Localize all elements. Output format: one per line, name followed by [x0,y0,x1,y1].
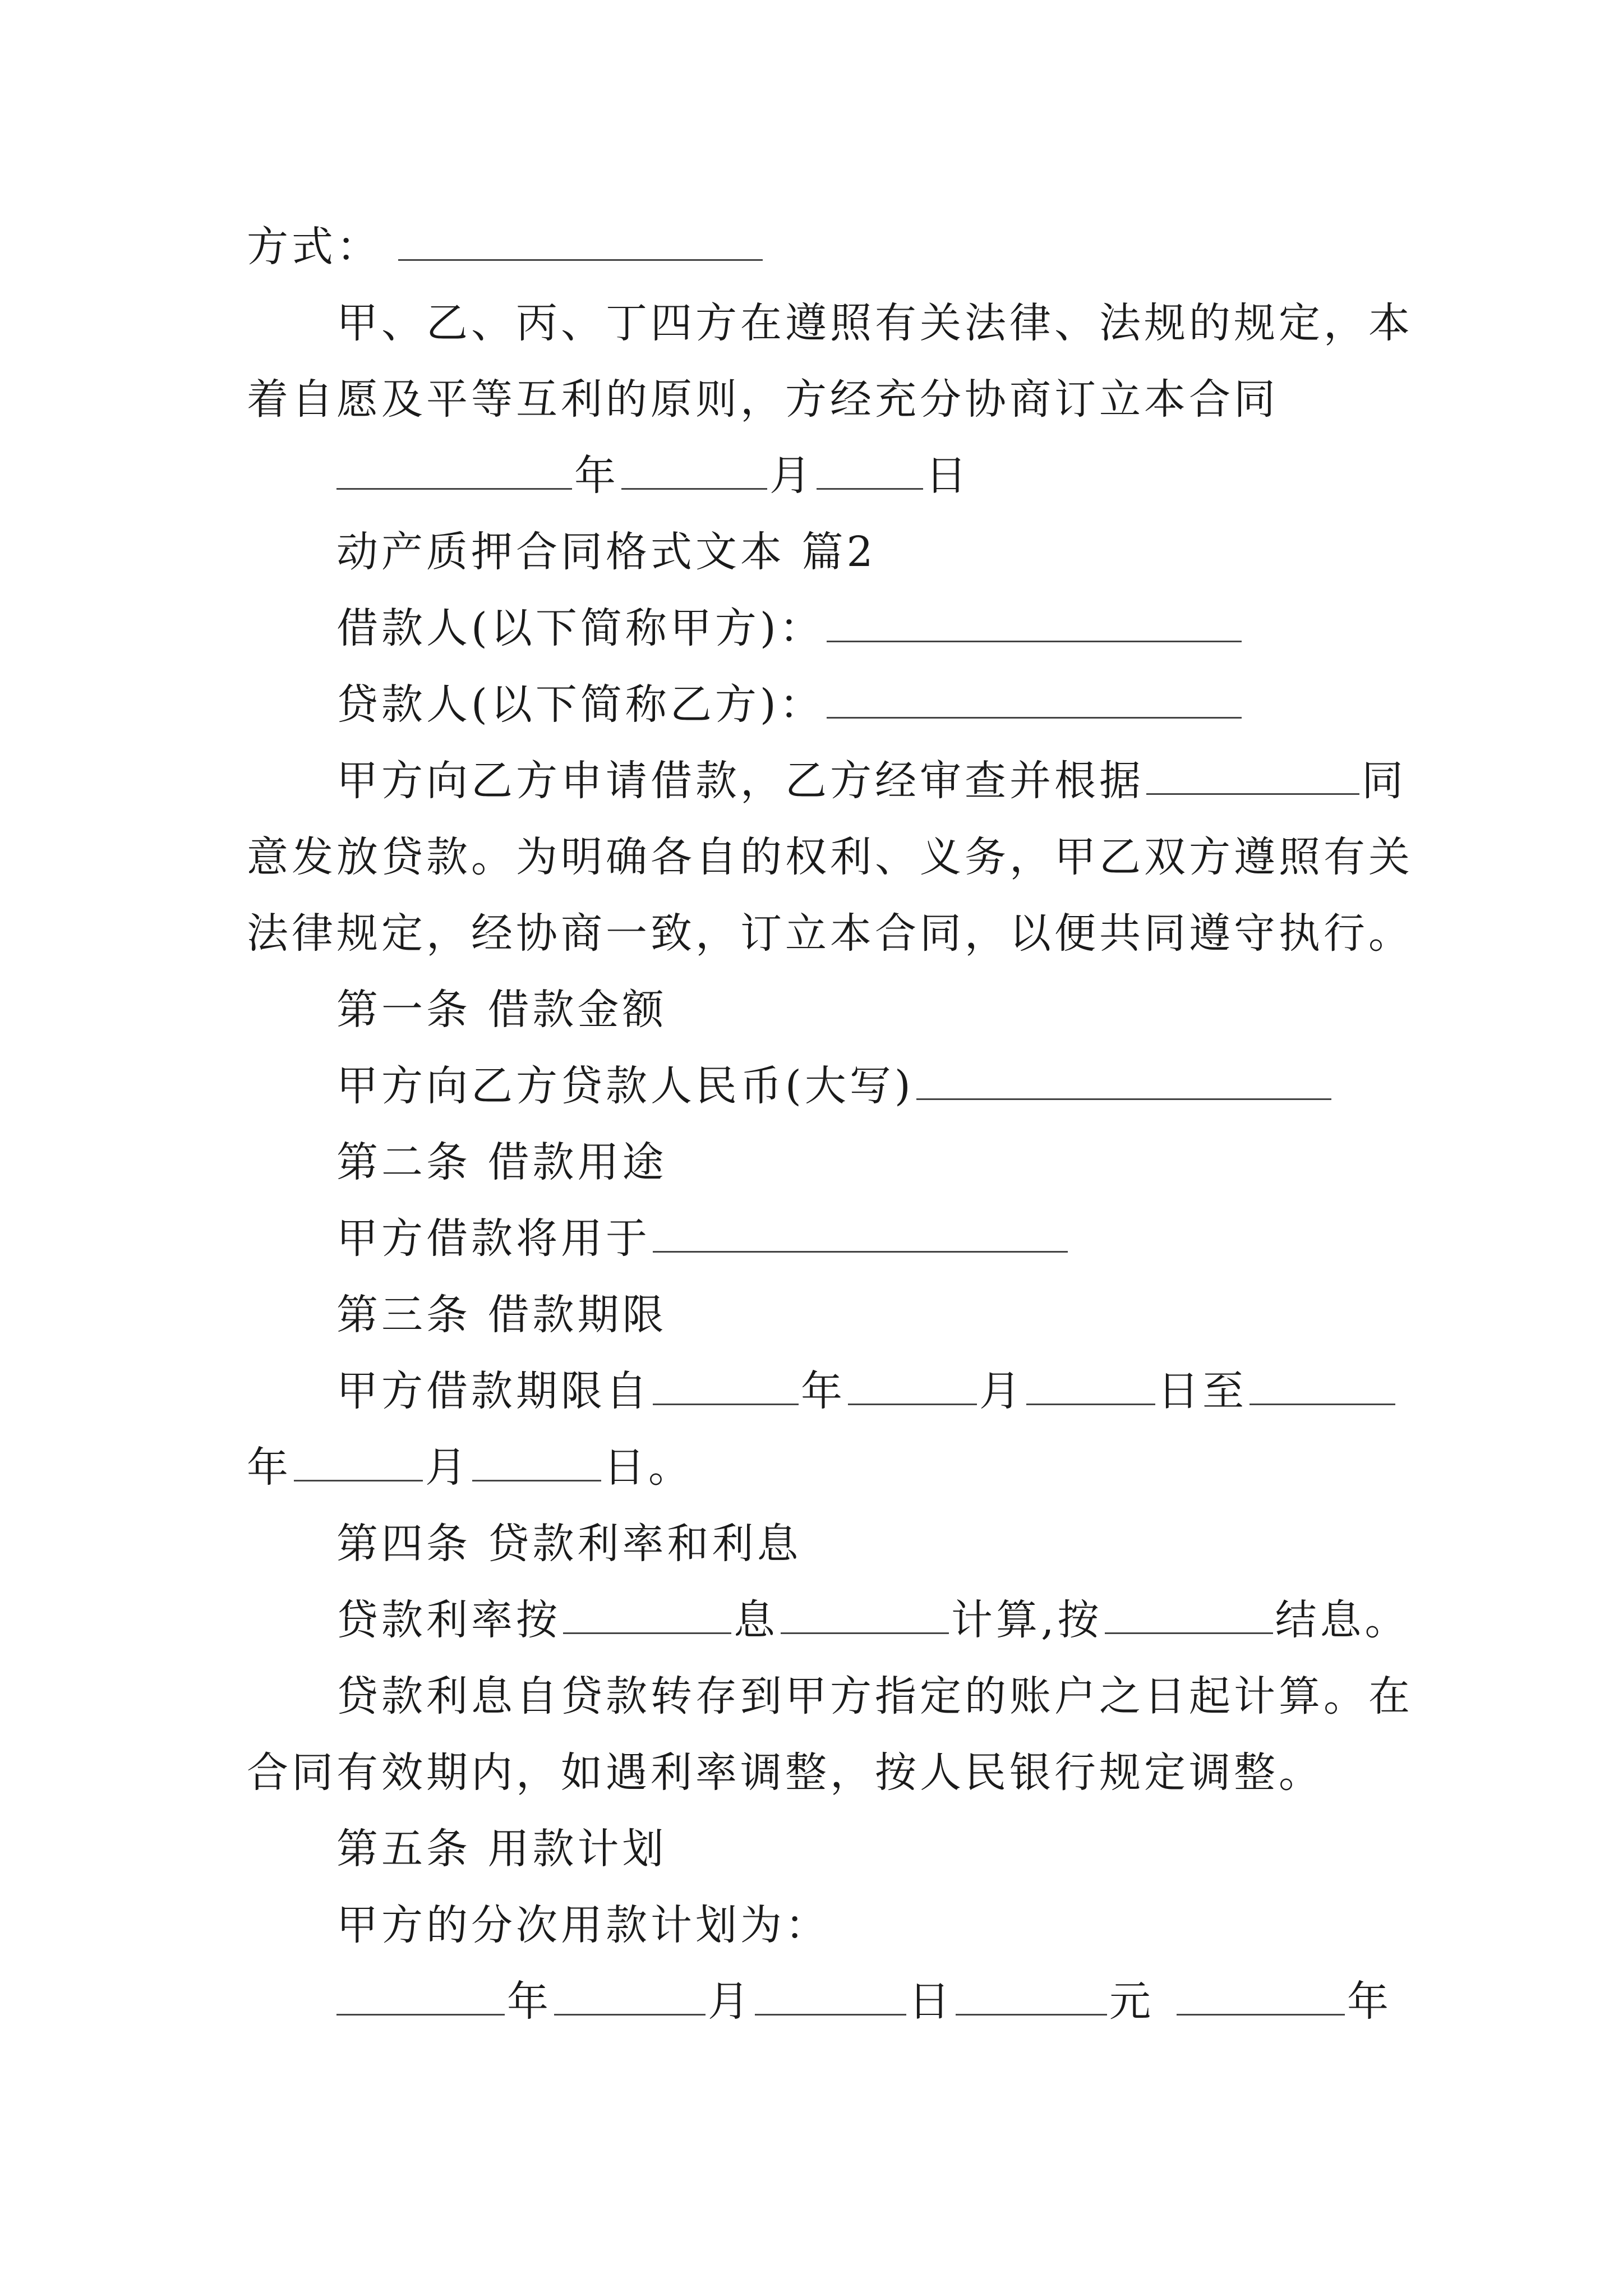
paragraph-text: 着自愿及平等互利的原则，方经充分协商订立本合同 [247,375,1279,424]
borrower-line [336,601,1244,655]
start-year-blank [653,1370,799,1405]
paragraph-line [247,1746,1324,1800]
month-blank [621,454,767,490]
year-label: 年 [247,1443,292,1492]
rate-blank [563,1599,731,1634]
year-label: 年 [507,1977,552,2026]
method-line [247,220,765,274]
paragraph-line [247,830,1413,884]
end-day-blank [472,1446,601,1481]
end-year-blank [1249,1370,1395,1405]
purpose-blank [653,1217,1068,1253]
paragraph-text: 意发放贷款。为明确各自的权利、义务，甲乙双方遵照有关 [247,833,1413,881]
plan-month-blank [554,1980,706,2016]
interest-text: 结息。 [1275,1596,1410,1644]
settle-blank [1105,1599,1273,1634]
article-heading [336,1822,667,1876]
year-label: 年 [574,452,619,500]
day-to-label: 日至 [1158,1367,1247,1415]
paragraph-text: 甲方向乙方申请借款，乙方经审查并根据 [336,757,1144,805]
article-heading-text: 第四条 贷款利率和利息 [336,1520,802,1568]
plan-amount-blank [956,1980,1107,2016]
paragraph-text: 合同有效期内，如遇利率调整，按人民银行规定调整。 [247,1749,1324,1797]
plan-day-blank [755,1980,906,2016]
day-blank [817,454,923,490]
paragraph-line [336,754,1407,808]
paragraph-text: 贷款利息自贷款转存到甲方指定的账户之日起计算。在 [336,1672,1413,1720]
paragraph-text: 同 [1362,757,1407,805]
term-line-continued [247,1441,693,1494]
article-heading [336,1517,802,1571]
term-label: 甲方借款期限自 [336,1367,651,1415]
start-day-blank [1026,1370,1155,1405]
amount-blank [916,1065,1331,1100]
borrower-blank [827,607,1242,642]
date-line [336,449,970,503]
day-label: 日。 [603,1443,693,1492]
interest-line [336,1593,1410,1647]
calc-blank [781,1599,949,1634]
basis-blank [1146,760,1359,795]
day-label: 日 [909,1977,953,2026]
paragraph-line [247,907,1413,960]
month-label: 月 [425,1443,470,1492]
year-blank [336,454,572,490]
paragraph-text: 甲、乙、丙、丁四方在遵照有关法律、法规的规定，本 [336,299,1413,347]
amount-line [336,1059,1334,1113]
paragraph-line [336,296,1413,350]
day-label: 日 [925,452,970,500]
month-label: 月 [708,1977,753,2026]
amount-label: 甲方向乙方贷款人民币(大写) [336,1062,914,1110]
method-label: 方式： [247,223,381,271]
purpose-line [336,1212,1070,1266]
purpose-label: 甲方借款将用于 [336,1214,651,1263]
term-line [336,1364,1398,1418]
year-label: 年 [1347,1977,1392,2026]
article-heading-text: 第一条 借款金额 [336,986,667,1034]
article-heading [336,983,667,1037]
plan-year-blank [336,1980,505,2016]
article-heading-text: 第二条 借款用途 [336,1138,667,1186]
end-month-blank [294,1446,423,1481]
article-heading [336,1288,667,1342]
method-blank [398,226,763,261]
article-heading-text: 第五条 用款计划 [336,1825,667,1873]
month-label: 月 [979,1367,1024,1415]
interest-label: 贷款利率按 [336,1596,561,1644]
article-heading-text: 第三条 借款期限 [336,1291,667,1339]
article-heading [336,1135,667,1189]
lender-blank [827,683,1242,719]
yuan-label: 元 [1109,1977,1154,2026]
interest-text: 息 [734,1596,778,1644]
paragraph-line [336,1669,1413,1723]
year-label: 年 [801,1367,846,1415]
paragraph-line [247,372,1279,426]
month-label: 月 [769,452,814,500]
lender-label: 贷款人(以下简称乙方)： [336,680,824,729]
paragraph-line [336,1898,830,1952]
borrower-label: 借款人(以下简称甲方)： [336,604,824,652]
start-month-blank [848,1370,977,1405]
paragraph-text: 法律规定，经协商一致，订立本合同，以便共同遵守执行。 [247,909,1413,958]
section-title-text: 动产质押合同格式文本 篇2 [336,528,877,576]
section-title [336,525,877,579]
interest-text: 计算,按 [951,1596,1103,1644]
paragraph-text: 甲方的分次用款计划为： [336,1901,830,1949]
plan-year2-blank [1177,1980,1345,2016]
plan-line [336,1975,1392,2028]
lender-line [336,678,1244,731]
